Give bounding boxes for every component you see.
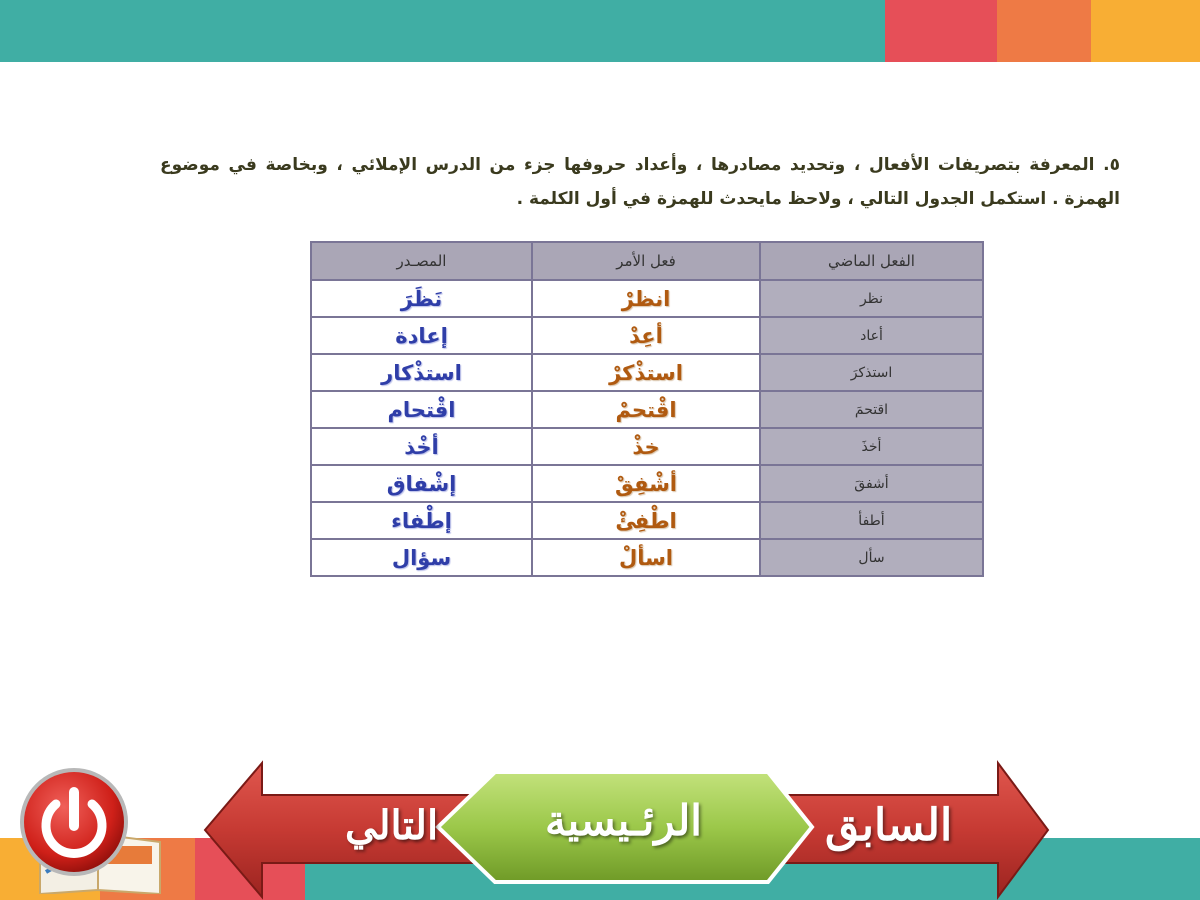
table-row: [311, 465, 983, 502]
instruction-text: ٥. المعرفة بتصريفات الأفعال ، وتحديد مصادرها ، وأعداد حروفها جزء من الدرس الإملائي ، وبخاصة في موضوع الهمزة . استكمل الجدول التالي ، ولاحظ مايحدث للهمزة في أول الكلمة .: [160, 155, 1120, 209]
header-source: المصـدر: [311, 242, 532, 280]
past-verb-cell: استذكرَ: [760, 354, 983, 391]
previous-button[interactable]: السابق: [825, 800, 953, 851]
table-row: [311, 502, 983, 539]
verbs-table: [310, 241, 984, 577]
past-verb-cell: أشفقَ: [760, 465, 983, 502]
table-row: [311, 539, 983, 576]
top-color-bar: [0, 0, 1200, 62]
imperative-cell: اقْتحمْ: [532, 391, 760, 428]
top-bar-red: [885, 0, 997, 62]
imperative-cell: أشْفِقْ: [532, 465, 760, 502]
imperative-cell: استذْكرْ: [532, 354, 760, 391]
table-row: [311, 428, 983, 465]
past-verb-cell: نظر: [760, 280, 983, 317]
table-row: [311, 317, 983, 354]
table-row: [311, 280, 983, 317]
past-verb-cell: أطفأ: [760, 502, 983, 539]
past-verb-cell: اقتحمَ: [760, 391, 983, 428]
header-past-verb: الفعل الماضي: [760, 242, 983, 280]
home-button[interactable]: الرئـيسية: [545, 796, 702, 845]
past-verb-cell: سأل: [760, 539, 983, 576]
past-verb-cell: أعاد: [760, 317, 983, 354]
header-imperative-verb: فعل الأمر: [532, 242, 760, 280]
source-cell: أخْذ: [311, 428, 532, 465]
imperative-cell: انظرْ: [532, 280, 760, 317]
table-header-row: [311, 242, 983, 280]
source-cell: استذْكار: [311, 354, 532, 391]
table-row: [311, 354, 983, 391]
table-row: [311, 391, 983, 428]
imperative-cell: خذْ: [532, 428, 760, 465]
imperative-cell: أعِدْ: [532, 317, 760, 354]
top-bar-orange: [997, 0, 1091, 62]
source-cell: سؤال: [311, 539, 532, 576]
source-cell: اقْتحام: [311, 391, 532, 428]
next-button[interactable]: التالي: [345, 802, 439, 849]
imperative-cell: اطْفِئْ: [532, 502, 760, 539]
top-bar-teal: [0, 0, 885, 62]
imperative-cell: اسألْ: [532, 539, 760, 576]
source-cell: إشْفاق: [311, 465, 532, 502]
source-cell: إطْفاء: [311, 502, 532, 539]
top-bar-yellow: [1091, 0, 1200, 62]
source-cell: إعادة: [311, 317, 532, 354]
source-cell: نَظَرَ: [311, 280, 532, 317]
power-icon[interactable]: [18, 766, 130, 878]
past-verb-cell: أخذَ: [760, 428, 983, 465]
